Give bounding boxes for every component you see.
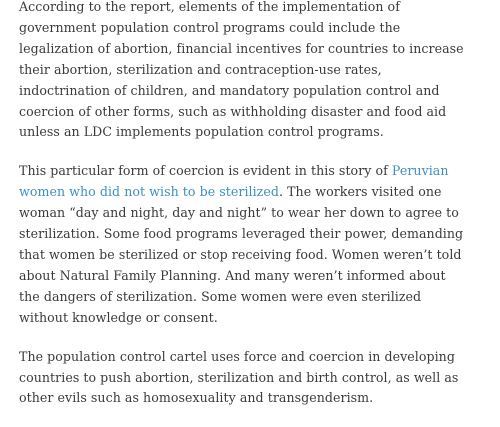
paragraph-peru xyxy=(19,161,464,328)
text-line: unless an LDC implements population control programs. xyxy=(19,124,384,140)
text-line: sterilization. Some food programs leveraged their power, demanding xyxy=(19,226,464,242)
text-line: The population control cartel uses force and coercion in developing xyxy=(19,348,455,364)
peruvian-women-link-part2[interactable]: women who did not wish to be sterilized xyxy=(19,184,279,200)
paragraph-report xyxy=(19,0,464,143)
text-line: legalization of abortion, financial incentives for countries to increase xyxy=(19,40,464,56)
text-line xyxy=(19,161,449,182)
text-line: countries to push abortion, sterilization and birth control, as well as xyxy=(19,369,459,385)
text-line: their abortion, sterilization and contraception-use rates, xyxy=(19,61,382,77)
text-line: the dangers of sterilization. Some women were even sterilized xyxy=(19,288,422,304)
text-line: that women be sterilized or stop receiving food. Women weren’t told xyxy=(19,246,462,262)
article-body xyxy=(19,0,464,427)
text-line: According to the report, elements of the implementation of xyxy=(19,0,400,14)
text-fragment: This particular form of coercion is evident in this story of xyxy=(19,163,392,179)
paragraph-cartel xyxy=(19,347,459,410)
text-line xyxy=(19,182,442,203)
text-line: woman “day and night, day and night” to wear her down to agree to xyxy=(19,205,459,221)
text-line: other evils such as homosexuality and transgenderism. xyxy=(19,390,374,406)
text-line: about Natural Family Planning. And many weren’t informed about xyxy=(19,267,446,283)
text-fragment: . The workers visited one xyxy=(279,184,442,200)
text-line: without knowledge or consent. xyxy=(19,309,218,325)
text-line: indoctrination of children, and mandatory population control and xyxy=(19,82,440,98)
peruvian-women-link-part1[interactable]: Peruvian xyxy=(391,163,449,179)
text-line: government population control programs could include the xyxy=(19,19,401,35)
text-line: coercion of other forms, such as withholding disaster and food aid xyxy=(19,103,447,119)
